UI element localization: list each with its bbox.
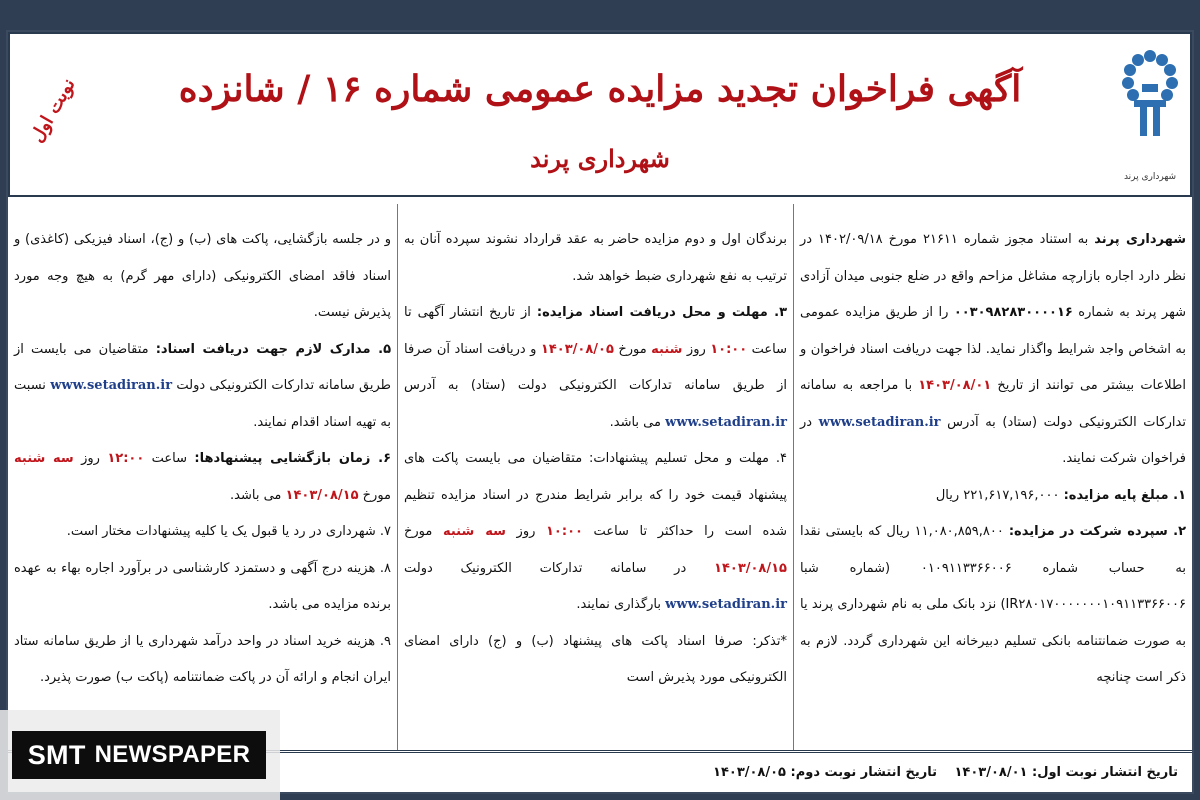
item-1-text: ۲۲۱,۶۱۷,۱۹۶,۰۰۰ ریال bbox=[935, 487, 1064, 503]
item-3-time: ۱۰:۰۰ bbox=[710, 341, 748, 357]
item-6-text-4: می باشد. bbox=[230, 487, 286, 503]
column-right bbox=[794, 204, 1192, 752]
item-3-day: شنبه bbox=[651, 341, 683, 357]
item-3-text-2: روز bbox=[682, 341, 711, 357]
envelope-paragraph: و در جلسه بازگشایی، پاکت های (ب) و (ج)، اسناد فیزیکی (کاغذی) و اسناد فاقد امضای الکترونیکی (دارای مهر گرم) به هیچ وجه مورد پذیرش نیست. bbox=[14, 232, 391, 320]
item-2-text: ۱۱,۰۸۰,۸۵۹,۸۰۰ ریال که بایستی نقدا به حساب شماره ۰۱۰۹۱۱۳۳۶۶۰۰۶ (شماره شبا IR۲۸۰۱۷۰۰۰۰۰۰۰۱۰۹۱۱۳۳۶۶۰۰۶) نزد بانک ملی به نام شهرداری پرند یا به صورت ضمانتنامه بانکی تسلیم دبیرخانه این شهرداری گردد. لازم به ذکر است چنانچه bbox=[800, 524, 1186, 685]
newspaper-logo bbox=[12, 731, 266, 779]
item-4 bbox=[404, 441, 787, 624]
forfeit-paragraph: برندگان اول و دوم مزایده حاضر به عقد قرارداد نشوند سپرده آنان به ترتیب به نفع شهرداری ضبط خواهد شد. bbox=[404, 232, 787, 284]
note-paragraph: *تذکر: صرفا اسناد پاکت های پیشنهاد (ب) و (ج) دارای امضای الکترونیکی مورد پذیرش است bbox=[404, 633, 787, 685]
item-4-text-4: در سامانه تدارکات الکترونیک دولت bbox=[404, 560, 715, 576]
item-3-text-4: و دریافت اسناد آن صرفا از طریق سامانه تدارکات الکترونیکی دولت (ستاد) به آدرس bbox=[404, 341, 787, 393]
item-3-text: از تاریخ انتشار آگهی تا ساعت bbox=[404, 305, 787, 357]
item-4-text: ۴. مهلت و محل تسلیم پیشنهادات: متقاضیان می بایست پاکت های پیشنهاد قیمت خود را که برابر شرایط مندرج در اسناد مزایده تنظیم شده است را حداکثر تا ساعت bbox=[404, 451, 787, 539]
item-5-label: ۵. مدارک لازم جهت دریافت اسناد: bbox=[155, 341, 391, 357]
item-4-time: ۱۰:۰۰ bbox=[546, 524, 583, 539]
intro-date: ۱۴۰۳/۰۸/۰۱ bbox=[918, 378, 992, 393]
item-4-date: ۱۴۰۳/۰۸/۱۵ bbox=[714, 560, 787, 576]
item-3-label: ۳. مهلت و محل دریافت اسناد مزایده: bbox=[536, 305, 787, 320]
column-left bbox=[8, 204, 398, 752]
item-6-date: ۱۴۰۳/۰۸/۱۵ bbox=[285, 487, 359, 503]
second-publication-date: تاریخ انتشار نوبت دوم: ۱۴۰۳/۰۸/۰۵ bbox=[713, 765, 937, 780]
item-4-text-2: روز bbox=[505, 524, 546, 539]
item-9: ۹. هزینه خرید اسناد در واحد درآمد شهرداری یا از طریق سامانه ستاد ایران انجام و ارائه آن در پاکت ضمانتنامه (پاکت ب) صورت پذیرد. bbox=[14, 633, 391, 685]
item-4-text-5: بارگذاری نمایند. bbox=[576, 597, 666, 612]
ad-subtitle: شهرداری پرند bbox=[530, 144, 670, 173]
intro-lead: شهرداری پرند bbox=[1094, 232, 1186, 247]
intro-text: به استناد مجوز شماره ۲۱۶۱۱ مورخ ۱۴۰۲/۰۹/۱۸ در نظر دارد اجاره بازارچه مشاغل مزاحم واقع در ضلع جنوبی میدان آزادی شهر پرند به شماره bbox=[800, 232, 1186, 320]
item-2-label: ۲. سپرده شرکت در مزایده: bbox=[1008, 524, 1186, 539]
intro-text-2: را از طریق مزایده عمومی به اشخاص واجد شرایط واگذار نماید. لذا جهت دریافت اسناد فراخوان و اطلاعات بیشتر می توانند از تاریخ bbox=[800, 305, 1186, 393]
item-5-text-2: نسبت به تهیه اسناد اقدام نمایند. bbox=[14, 378, 391, 430]
item-4-day: سه شنبه bbox=[442, 524, 506, 539]
item-5 bbox=[14, 332, 391, 442]
item-7: ۷. شهرداری در رد یا قبول یک یا کلیه پیشنهادات مختار است. bbox=[66, 524, 391, 539]
item-3-text-3: مورخ bbox=[613, 341, 652, 357]
item-8: ۸. هزینه درج آگهی و دستمزد کارشناسی در برآورد اجاره بهاء به عهده برنده مزایده می باشد. bbox=[14, 560, 391, 612]
item-3-date: ۱۴۰۳/۰۸/۰۵ bbox=[540, 341, 614, 357]
ad-title: آگهی فراخوان تجدید مزایده عمومی شماره ۱۶ / شانزده bbox=[178, 68, 1022, 110]
item-6-text-3: مورخ bbox=[358, 487, 391, 503]
first-publication-date: تاریخ انتشار نوبت اول: ۱۴۰۳/۰۸/۰۱ bbox=[954, 765, 1178, 780]
intro-text-4: در فراخوان شرکت نمایند. bbox=[800, 414, 1186, 466]
newspaper-name: NEWSPAPER bbox=[94, 741, 251, 768]
ad-body bbox=[8, 204, 1192, 752]
item-3 bbox=[404, 295, 787, 441]
newspaper-watermark bbox=[0, 710, 280, 800]
item-2 bbox=[800, 514, 1186, 697]
setadiran-link[interactable]: www.setadiran.ir bbox=[50, 378, 173, 393]
item-5-text: متقاضیان می بایست از طریق سامانه تدارکات الکترونیکی دولت bbox=[14, 341, 391, 393]
item-3-text-5: می باشد. bbox=[609, 414, 666, 430]
publication-turn-label: نوبت اول bbox=[26, 74, 80, 147]
setadiran-link[interactable]: www.setadiran.ir bbox=[665, 414, 787, 430]
setadiran-link[interactable]: www.setadiran.ir bbox=[665, 597, 787, 612]
item-1 bbox=[800, 478, 1186, 515]
ad-header bbox=[8, 32, 1192, 197]
item-6-time: ۱۲:۰۰ bbox=[107, 451, 145, 466]
item-4-text-3: مورخ bbox=[404, 524, 443, 539]
newspaper-brand: SMT bbox=[27, 739, 86, 770]
column-middle bbox=[398, 204, 794, 752]
setadiran-link[interactable]: www.setadiran.ir bbox=[818, 414, 941, 430]
item-6-text-2: روز bbox=[73, 451, 108, 466]
logo-caption: شهرداری پرند bbox=[1123, 172, 1177, 182]
item-1-label: ۱. مبلغ پایه مزایده: bbox=[1063, 487, 1186, 503]
item-6-day: سه شنبه bbox=[14, 451, 74, 466]
item-6-text: ساعت bbox=[144, 451, 195, 466]
item-6 bbox=[14, 441, 391, 514]
ad-sheet bbox=[6, 30, 1194, 794]
intro-paragraph bbox=[800, 222, 1186, 478]
intro-number: ۰۰۳۰۹۸۲۸۳۰۰۰۰۱۶ bbox=[953, 305, 1073, 320]
intro-text-3: با مراجعه به سامانه تدارکات الکترونیکی دولت (ستاد) به آدرس bbox=[800, 378, 1186, 430]
item-6-label: ۶. زمان بازگشایی پیشنهادها: bbox=[194, 451, 392, 466]
